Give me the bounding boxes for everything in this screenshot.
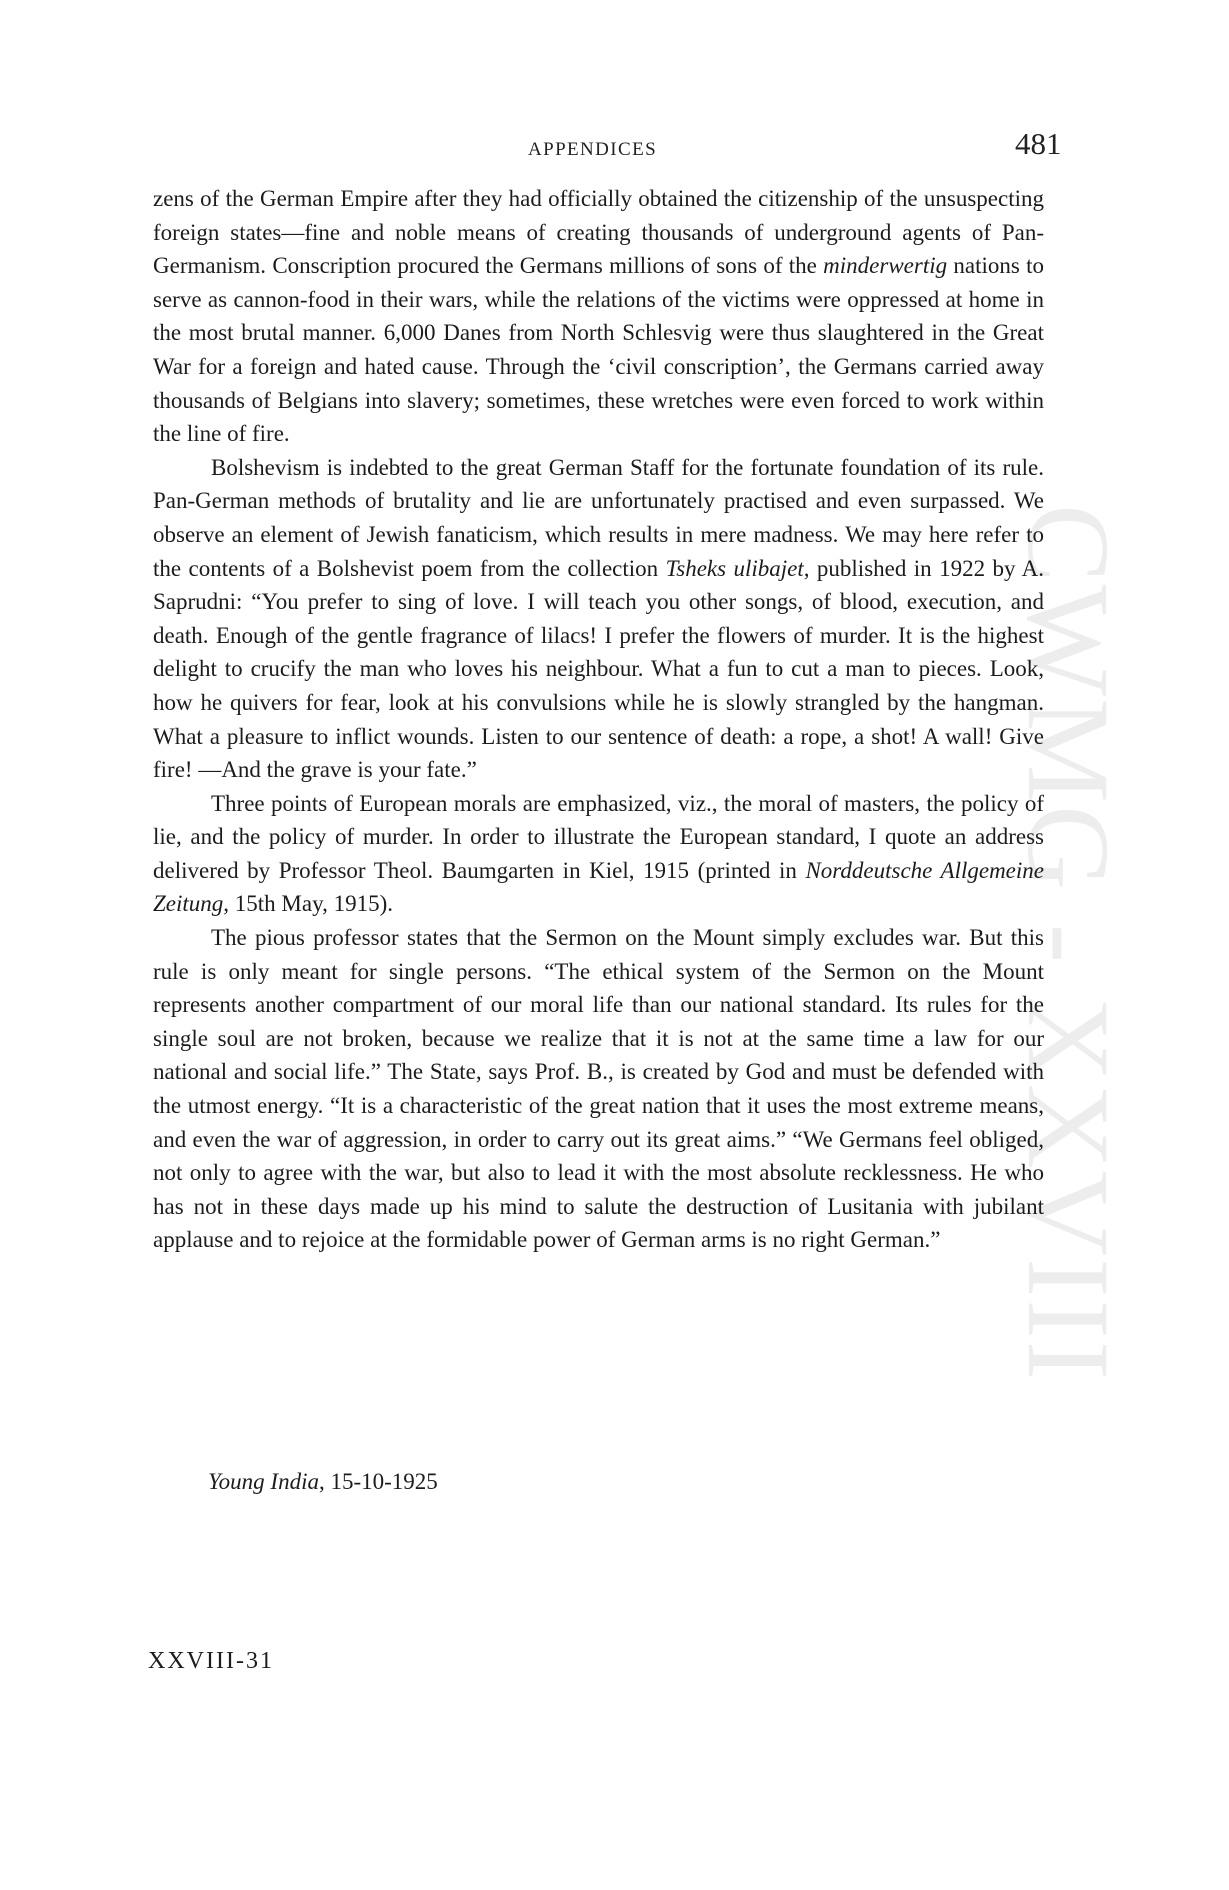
- paragraph-3: [153, 787, 1044, 921]
- text-span: Bolshevism is indebted to the great German Staff for the fortunate foundation of its rule. Pan-German methods of brutality and lie are unfortunately practised and even surpassed. We observe an element of Jewish fanaticism, which results in mere madness. We may here refer to the contents of a Bolshevist poem from the collection: [153, 454, 1044, 581]
- italic-term: minderwertig: [823, 253, 948, 279]
- source-citation: [208, 1469, 438, 1495]
- text-span: The pious professor states that the Sermon on the Mount simply excludes war. But this rule is only meant for single persons. “The ethical system of the Sermon on the Mount represents another compartment of our moral life than our national standard. Its rules for the single soul are not broken, because we realize that it is not at the same time a law for our national and social life.” The State, says Prof. B., is created by God and must be defended with the utmost energy. “It is a characteristic of the great nation that it uses the most extreme means, and even the war of aggression, in order to carry out its great aims.” “We Germans feel obliged, not only to agree with the war, but also to lead it with the most absolute recklessness. He who has not in these days made up his mind to salute the destruction of Lusitania with jubilant applause and to rejoice at the formidable power of German arms is no right German.”: [153, 925, 1044, 1253]
- source-publication: Young India: [208, 1469, 319, 1494]
- signature-mark: XXVIII-31: [148, 1648, 274, 1674]
- watermark-text: CWMG - XXVIII: [1003, 503, 1135, 1383]
- paragraph-1: [153, 182, 1044, 451]
- page-number: 481: [1015, 126, 1062, 161]
- text-span: Three points of European morals are emphasized, viz., the moral of masters, the policy of lie, and the policy of murder. In order to illustrate the European standard, I quote an address delivered by Professor Theol. Baumgarten in Kiel, 1915 (printed in: [153, 790, 1044, 883]
- running-head: APPENDICES: [528, 139, 658, 160]
- italic-title: Tsheks ulibajet: [665, 555, 804, 581]
- text-span: zens of the German Empire after they had officially obtained the citizenship of the unsuspecting foreign states—fine and noble means of creating thousands of underground agents of Pan-Germanism. Conscription procured the Germans millions of sons of the: [153, 186, 1044, 279]
- source-date: , 15-10-1925: [318, 1469, 438, 1494]
- paragraph-2: [153, 451, 1044, 787]
- body-text: [153, 182, 1044, 1257]
- text-span: , 15th May, 1915).: [223, 891, 393, 917]
- paragraph-4: [153, 921, 1044, 1257]
- italic-title: Norddeutsche Allgemeine Zeitung: [153, 857, 1044, 917]
- text-span: nations to serve as cannon-food in their wars, while the relations of the victims were oppressed at home in the most brutal manner. 6,000 Danes from North Schlesvig were thus slaughtered in the Great War for a foreign and hated cause. Through the ‘civil conscription’, the Germans carried away thousands of Belgians into slavery; sometimes, these wretches were even forced to work within the line of fire.: [153, 253, 1044, 447]
- text-span: , published in 1922 by A. Saprudni: “You prefer to sing of love. I will teach you other songs, of blood, execution, and death. Enough of the gentle fragrance of lilacs! I prefer the flowers of murder. It is the highest delight to crucify the man who loves his neighbour. What a fun to cut a man to pieces. Look, how he quivers for fear, look at his convulsions while he is slowly strangled by the hangman. What a pleasure to inflict wounds. Listen to our sentence of death: a rope, a shot! A wall! Give fire! —And the grave is your fate.”: [153, 555, 1044, 783]
